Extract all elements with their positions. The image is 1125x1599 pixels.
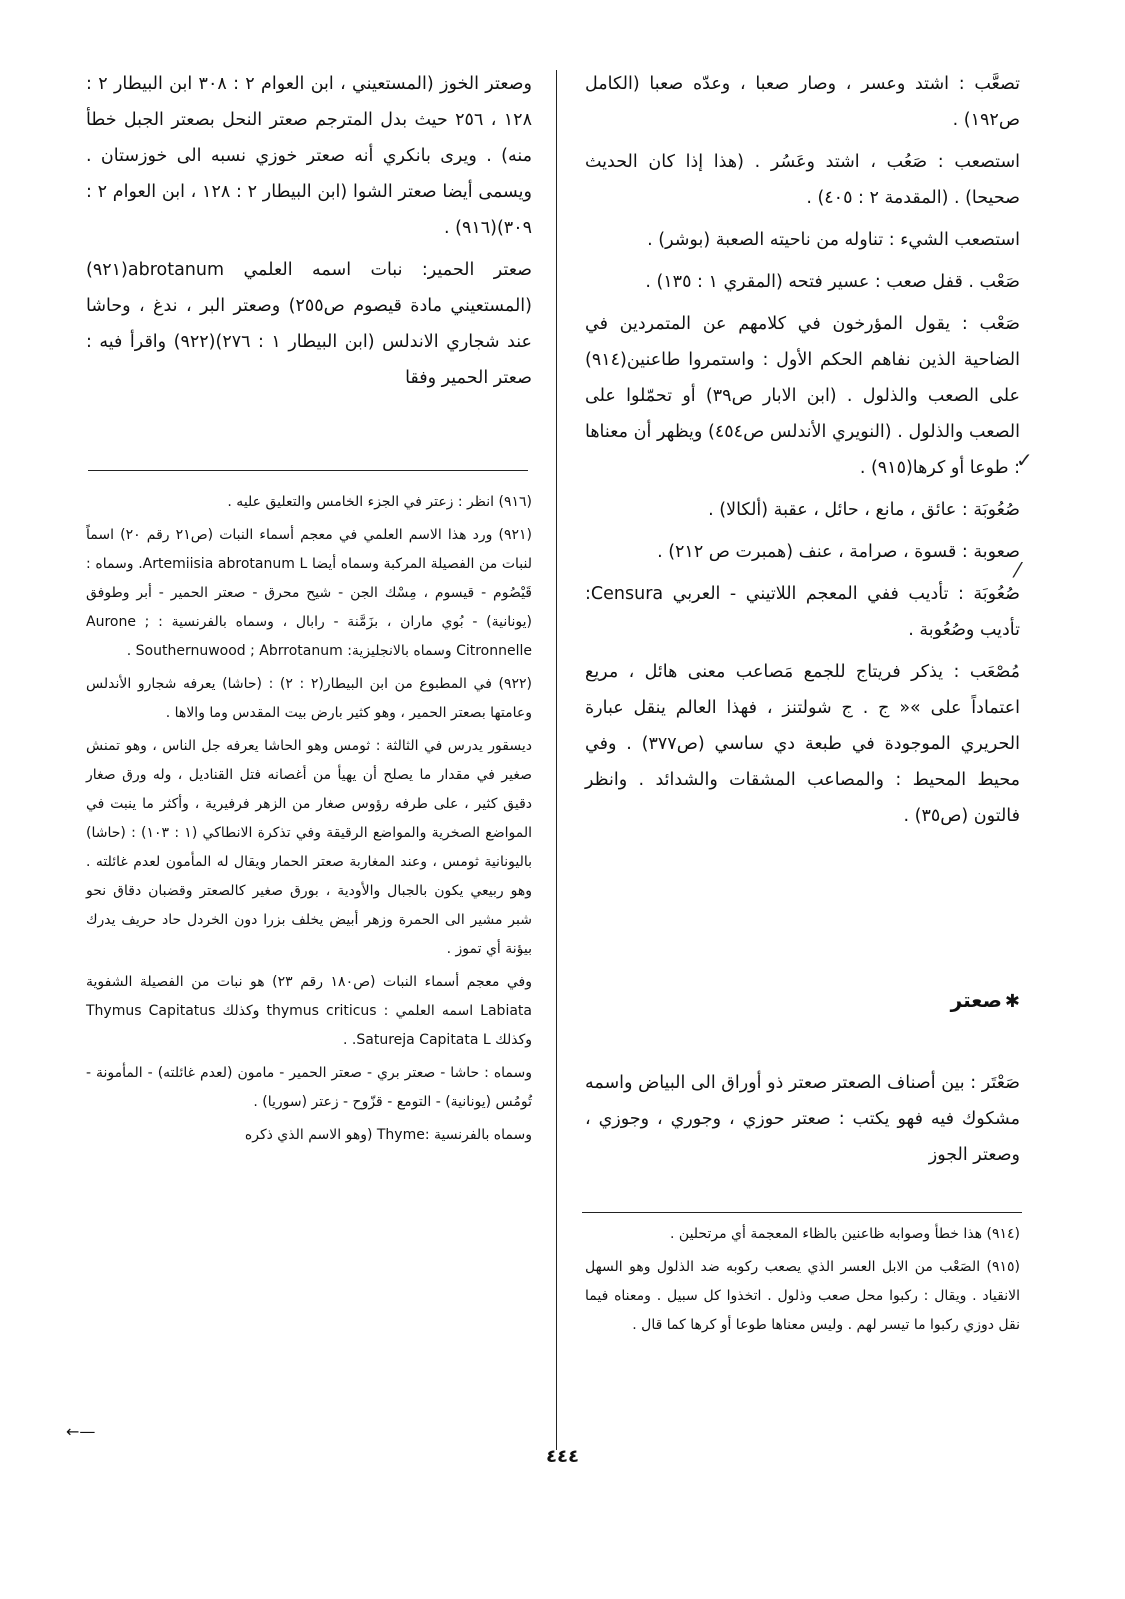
footnote-914: (٩١٤) هذا خطأ وصوابه ظاعنين بالظاء المعجمة أي مرتحلين . [670, 1226, 1020, 1242]
entry-suuba-3: صُعُوبَة : تأديب ففي المعجم اللاتيني - العربي Censura: تأديب وصُعُوبة . [585, 584, 1020, 640]
footnote-french: وسماه بالفرنسية :Thyme (وهو الاسم الذي ذكره [244, 1127, 532, 1143]
column-divider [556, 70, 557, 1450]
section-heading [820, 988, 1020, 1012]
entry-tasaab: تصعَّب : اشتد وعسر ، وصار صعبا ، وعدّه صعبا (الكامل ص١٩٢) . [585, 74, 1020, 130]
asterisk-icon: ✱ [1004, 991, 1020, 1012]
footnote-921: (٩٢١) ورد هذا الاسم العلمي في معجم أسماء النبات (ص٢١ رقم ٢٠) اسماً لنبات من الفصيلة المركبة وسماه أيضا Artemiisia abrotanum L. وسماه : قَيْصُوم - قيسوم ، مِسْك الجن - شيح محرق - صعتر الحمير - أبر وطوفق (يونانية) - بُوي ماران ، بزَمَّنة - رابال ، وسماه بالفرنسية : Aurone ; Citronnelle وسماه بالانجليزية: Southernuwood ; Abrrotanum . [86, 527, 533, 659]
entry-musab: مُصْعَب : يذكر فريتاج للجمع مَصاعب معنى هائل ، مريع اعتماداً على »« ج . ج شولتنز ، فهذا العالم ينقل عبارة الحريري الموجودة في طبعة دي ساسي (ص٣٧٧) . وفي محيط المحيط : والمصاعب المشقات والشدائد . وانظر فالتون (ص٣٥) . [585, 662, 1020, 826]
footnote-915: (٩١٥) الصَعْب من الابل العسر الذي يصعب ركوبه ضد الذلول وهو السهل الانقياد . ويقال : ركبوا محل صعب وذلول . اتخذوا كل سبيل . ومعناه فيما نقل دوزي ركبوا ما تيسر لهم . وليس معناها طوعا أو كرها كما قال . [585, 1259, 1020, 1333]
footnote-divider-left [88, 470, 528, 471]
right-column [585, 66, 1020, 840]
entry-saatar-hamir: صعتر الحمير: نبات اسمه العلمي abrotanum(٩٢١) (المستعيني مادة قيصوم ص٢٥٥) وصعتر البر ، ندغ ، وحاشا عند شجاري الاندلس (ابن البيطار ١ : ٢٧٦)(٩٢٢) واقرأ فيه : صعتر الحمير وفقا [86, 260, 532, 388]
entry-saatar: صَعْتَر : بين أصناف الصعتر صعتر ذو أوراق الى البياض واسمه مشكوك فيه فهو يكتب : صعتر حوزي ، وجوري ، وجوزي ، وصعتر الجوز [585, 1073, 1020, 1165]
entry-saatar-khuz: وصعتر الخوز (المستعيني ، ابن العوام ٢ : ٣٠٨ ابن البيطار ٢ : ١٢٨ ، ٢٥٦ حيث بدل المترجم صعتر النحل بصعتر الجبل خطأ منه) . ويرى بانكري أنه صعتر خوزي نسبه الى خوزستان . ويسمى أيضا صعتر الشوا (ابن البيطار ٢ : ١٢٨ ، ابن العوام ٢ : ٣٠٩)(٩١٦) . [86, 74, 532, 238]
right-column-section [585, 1065, 1020, 1179]
footnote-dioscorides: ديسقور يدرس في الثالثة : ثومس وهو الحاشا يعرفه جل الناس ، وهو تمنش صغير في مقدار ما يصلح أن يهيأ من أغصانه فتل القناديل ، وله ورق صغار دقيق كثير ، على طرفه رؤوس صغار من الزهر فرفيرية ، وأكثر ما ينبت في المواضع الصخرية والمواضع الرقيقة وفي تذكرة الانطاكي (١ : ١٠٣) : (حاشا) باليونانية ثومس ، وعند المغاربة صعتر الحمار ويقال له المأمون لعدم غائلته . وهو ربيعي يكون بالجبال والأودية ، بورق صغير كالصعتر وقضبان دقاق نحو شبر مشير الى الحمرة وزهر أبيض يخلف بزرا دون الخردل حاد حريف يدرك بيؤنة أي تموز . [86, 738, 532, 957]
footnote-916: (٩١٦) انظر : زعتر في الجزء الخامس والتعليق عليه . [227, 494, 532, 510]
entry-suuba-1: صُعُوبَة : عائق ، مانع ، حائل ، عقبة (ألكالا) . [708, 500, 1020, 520]
page-number: ٤٤٤ [546, 1446, 579, 1467]
left-column [86, 66, 532, 402]
footnote-plant-names: وفي معجم أسماء النبات (ص١٨٠ رقم ٢٣) هو نبات من الفصيلة الشفوية Labiata اسمه العلمي : thymus criticus وكذلك Thymus Capitatus وكذلك Satureja Capitata L. . [86, 974, 532, 1048]
margin-check-mark: ✓ [1016, 448, 1033, 472]
continue-arrow-icon: ←— [66, 1422, 96, 1441]
margin-pen-mark: ⁄ [1016, 558, 1020, 582]
footnote-922: (٩٢٢) في المطبوع من ابن البيطار(٢ : ٢) : (حاشا) يعرفه شجارو الأندلس وعامتها بصعتر الحمير ، وهو كثير بارض بيت المقدس وما والاها . [86, 676, 533, 721]
entry-suuba-2: صعوبة : قسوة ، صرامة ، عنف (همبرت ص ٢١٢) . [657, 542, 1020, 562]
footnote-divider-right [582, 1212, 1022, 1213]
entry-istasaab-2: استصعب الشيء : تناوله من ناحيته الصعبة (بوشر) . [647, 230, 1020, 250]
entry-istasaab-1: استصعب : صَعُب ، اشتد وعَسُر . (هذا إذا كان الحديث صحيحا) . (المقدمة ٢ : ٤٠٥) . [585, 152, 1020, 208]
entry-saab-historians: صَعْب : يقول المؤرخون في كلامهم عن المتمردين في الضاحية الذين نفاهم الحكم الأول : واستمروا طاعنين(٩١٤) على الصعب والذلول . (ابن الابار ص٣٩) أو تحمّلوا على الصعب والذلول . (النويري الأندلس ص٤٥٤) ويظهر أن معناها : طوعا أو كرها(٩١٥) . [585, 314, 1020, 478]
entry-saab-lock: صَعْب . قفل صعب : عسير فتحه (المقري ١ : ١٣٥) . [645, 272, 1020, 292]
footnotes-left [86, 488, 532, 1154]
footnote-synonyms: وسماه : حاشا - صعتر بري - صعتر الحمير - مامون (لعدم غائلته) - المأمونة - تُومُس (يونانية) - التومع - قزّوح - زعتر (سوريا) . [86, 1065, 532, 1110]
section-heading-text: صعتر [950, 988, 1002, 1012]
footnotes-right [585, 1220, 1020, 1344]
